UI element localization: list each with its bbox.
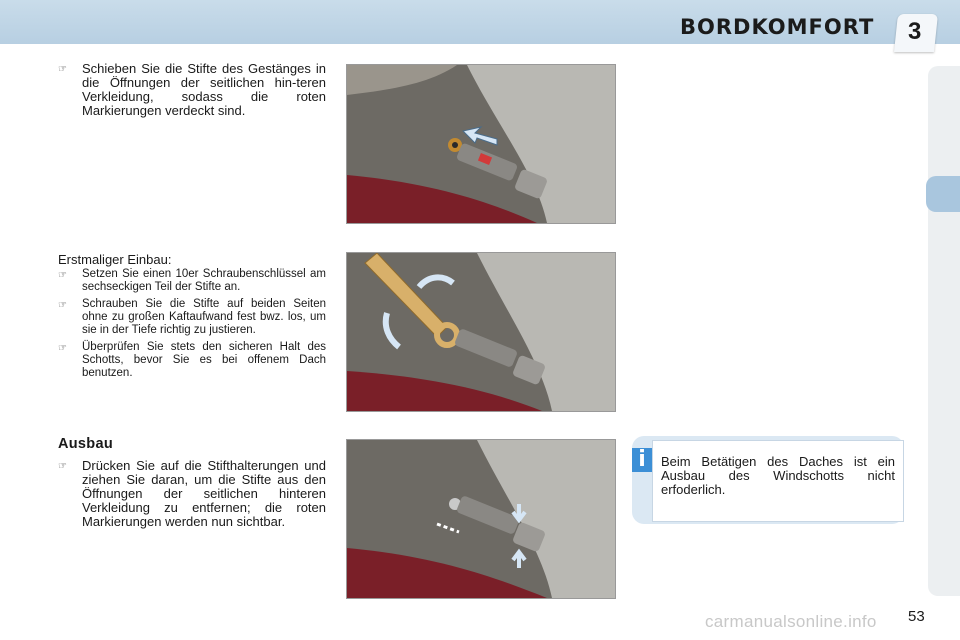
instruction-check-hold: Überprüfen Sie stets den sicheren Halt des Schotts, bevor Sie es bei offenem Dach benutzen. [82, 341, 326, 379]
section-heading-removal: Ausbau [58, 436, 113, 452]
side-index-strip [928, 66, 960, 596]
info-content [652, 440, 904, 522]
instruction-remove-pins: Drücken Sie auf die Stifthalterungen und ziehen Sie daran, um die Stifte aus den Öffnungen der seitlichen hinteren Verkleidung zu entfernen; die roten Markierungen werden nun sichtbar. [82, 458, 326, 529]
watermark: carmanualsonline.info [705, 612, 877, 631]
bullet-icon: ☞ [58, 300, 67, 311]
section-heading-first-install: Erstmaliger Einbau: [58, 252, 172, 267]
bullet-icon: ☞ [58, 64, 67, 75]
bullet-icon: ☞ [58, 343, 67, 354]
side-index-active-tab[interactable] [926, 176, 960, 212]
bullet-icon: ☞ [58, 270, 67, 281]
page-number: 53 [908, 608, 925, 625]
info-text: Beim Betätigen des Daches ist ein Ausbau des Windschotts nicht erfoderlich. [661, 454, 895, 497]
chapter-title: BORDKOMFORT [680, 15, 875, 39]
instruction-insert-pins: Schieben Sie die Stifte des Gestänges in die Öffnungen der seitlichen hin-teren Verkleidung, sodass die roten Markierungen verdeckt sind. [82, 61, 326, 118]
info-box [632, 436, 904, 524]
chapter-number: 3 [908, 18, 922, 45]
info-icon: i [632, 448, 652, 472]
instruction-wrench: Setzen Sie einen 10er Schraubenschlüssel am sechseckigen Teil der Stifte an. [82, 268, 326, 293]
photo-insert-pins [346, 64, 616, 224]
photo-remove-pins [346, 439, 616, 599]
bullet-icon: ☞ [58, 461, 67, 472]
instruction-screw-pins: Schrauben Sie die Stifte auf beiden Seiten ohne zu großen Kaftaufwand fest bwz. los, um sie in der Tiefe richtig zu justieren. [82, 298, 326, 336]
photo-wrench-adjust [346, 252, 616, 412]
